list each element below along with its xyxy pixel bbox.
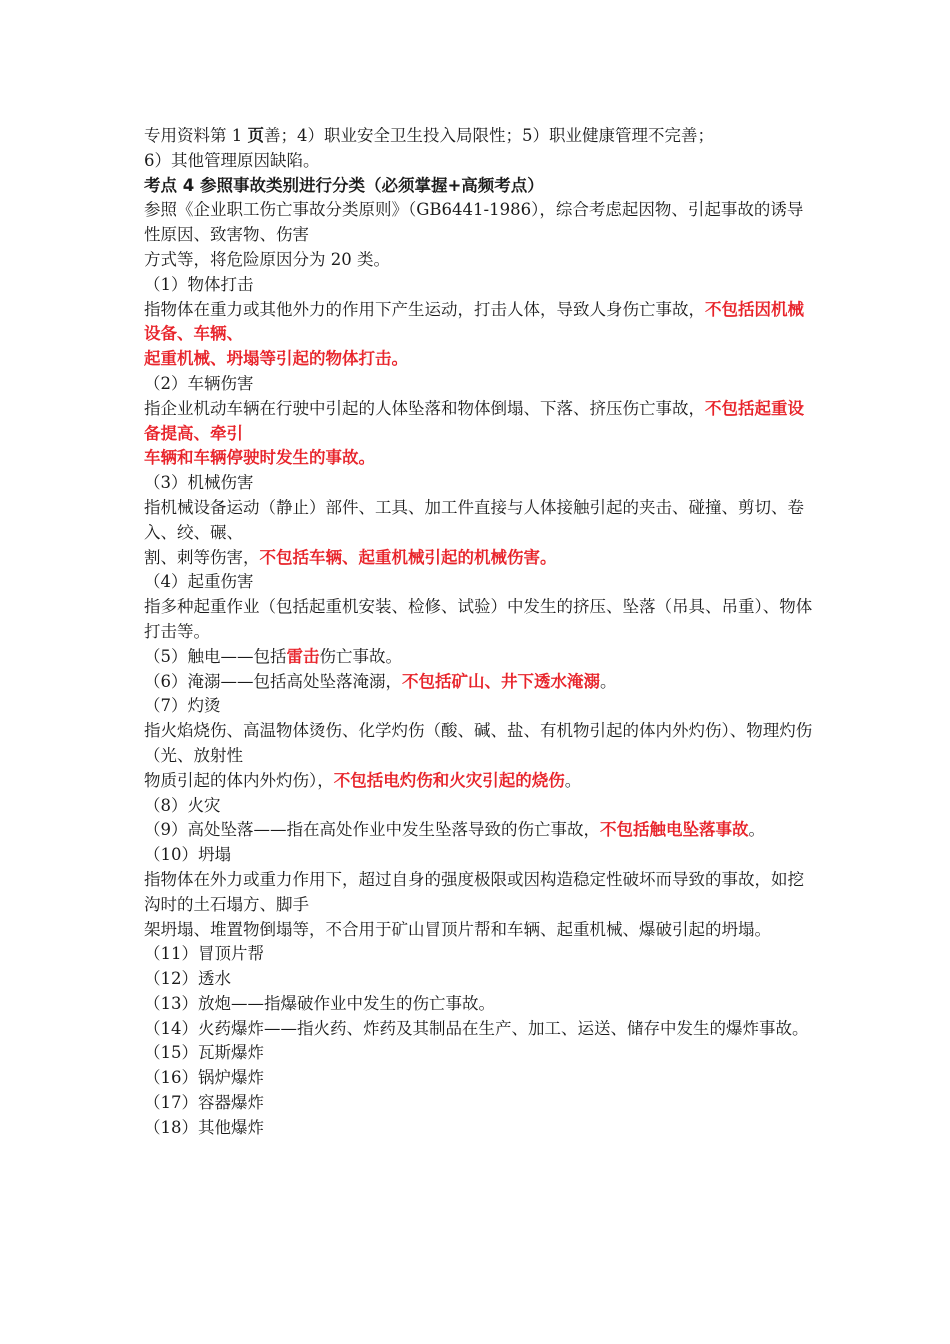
category-title: （4）起重伤害 [144,572,254,592]
text-span: （5）触电——包括 [144,646,287,666]
category-line [144,818,814,843]
category-line: （14）火药爆炸——指火药、炸药及其制品在生产、加工、运送、储存中发生的爆炸事故。 [144,1018,809,1038]
page-word: 页 [247,126,264,145]
text-line: 6）其他管理原因缺陷。 [144,150,320,170]
highlight-text: 不包括车辆、起重机械引起的机械伤害。 [259,547,557,567]
highlight-text: 不包括电灼伤和火灾引起的烧伤 [333,770,565,790]
category-title: （2）车辆伤害 [144,373,254,393]
category-title: （17）容器爆炸 [144,1093,264,1113]
text-span: 指物体在重力或其他外力的作用下产生运动，打击人体，导致人身伤亡事故， [144,299,705,319]
category-title: （3）机械伤害 [144,473,254,493]
paragraph [144,298,814,348]
category-line: （13）放炮——指爆破作业中发生的伤亡事故。 [144,993,495,1013]
paragraph [144,397,814,447]
text-span: 指企业机动车辆在行驶中引起的人体坠落和物体倒塌、下落、挤压伤亡事故， [144,398,705,418]
text-span: 。 [600,671,617,691]
category-title: （16）锅炉爆炸 [144,1068,264,1088]
document-page [144,124,814,1141]
category-title: （7）灼烫 [144,696,221,716]
category-line [144,645,814,670]
category-title: （12）透水 [144,969,231,989]
text-span: 。 [564,770,582,790]
paragraph: 参照《企业职工伤亡事故分类原则》（GB6441-1986），综合考虑起因物、引起事故的诱导性原因、致害物、伤害 [144,200,804,245]
highlight-text: 雷击 [286,646,320,666]
text-span: 。 [748,820,765,840]
category-title: （1）物体打击 [144,274,254,294]
category-title: （15）瓦斯爆炸 [144,1043,264,1063]
text-span: （9）高处坠落——指在高处作业中发生坠落导致的伤亡事故， [144,820,600,840]
paragraph: 指物体在外力或重力作用下，超过自身的强度极限或因构造稳定性破坏而导致的事故，如挖沟时的土石塌方、脚手 [144,869,804,914]
text-span: 善；4）职业安全卫生投入局限性；5）职业健康管理不完善； [264,126,714,145]
category-title: （11）冒顶片帮 [144,944,264,964]
category-title: （10）坍塌 [144,845,231,865]
text-span: （6）淹溺——包括高处坠落淹溺， [144,671,402,691]
text-line: 方式等，将危险原因分为 20 类。 [144,249,390,269]
category-line [144,670,814,695]
highlight-text: 不包括触电坠落事故 [600,820,749,840]
text-span: 专用资料第 1 [144,126,248,145]
text-line [144,124,814,149]
highlight-line: 起重机械、坍塌等引起的物体打击。 [144,349,408,369]
section-heading: 考点 4 参照事故类别进行分类（必须掌握+高频考点） [144,175,544,195]
highlight-text: 不包括矿山、井下透水淹溺 [402,671,600,691]
category-title: （8）火灾 [144,795,221,815]
paragraph: 指火焰烧伤、高温物体烫伤、化学灼伤（酸、碱、盐、有机物引起的体内外灼伤）、物理灼伤（光、放射性 [144,721,813,765]
paragraph: 指多种起重作业（包括起重机安装、检修、试验）中发生的挤压、坠落（吊具、吊重）、物体打击等。 [144,597,813,641]
highlight-line: 车辆和车辆停驶时发生的事故。 [144,448,375,468]
text-span: 伤亡事故。 [319,646,402,666]
text-span: 割、刺等伤害， [144,547,260,567]
text-span: 物质引起的体内外灼伤）， [144,770,334,790]
highlight-text: 不包括起重设备提高、牵引 [144,398,804,443]
paragraph: 架坍塌、堆置物倒塌等，不合用于矿山冒顶片帮和车辆、起重机械、爆破引起的坍塌。 [144,919,771,939]
highlight-text: 不包括因机械设备、车辆、 [144,299,804,344]
paragraph: 指机械设备运动（静止）部件、工具、加工件直接与人体接触引起的夹击、碰撞、剪切、卷入、绞、碾、 [144,497,804,542]
category-title: （18）其他爆炸 [144,1117,264,1137]
text-line [144,769,814,794]
text-line [144,546,814,571]
